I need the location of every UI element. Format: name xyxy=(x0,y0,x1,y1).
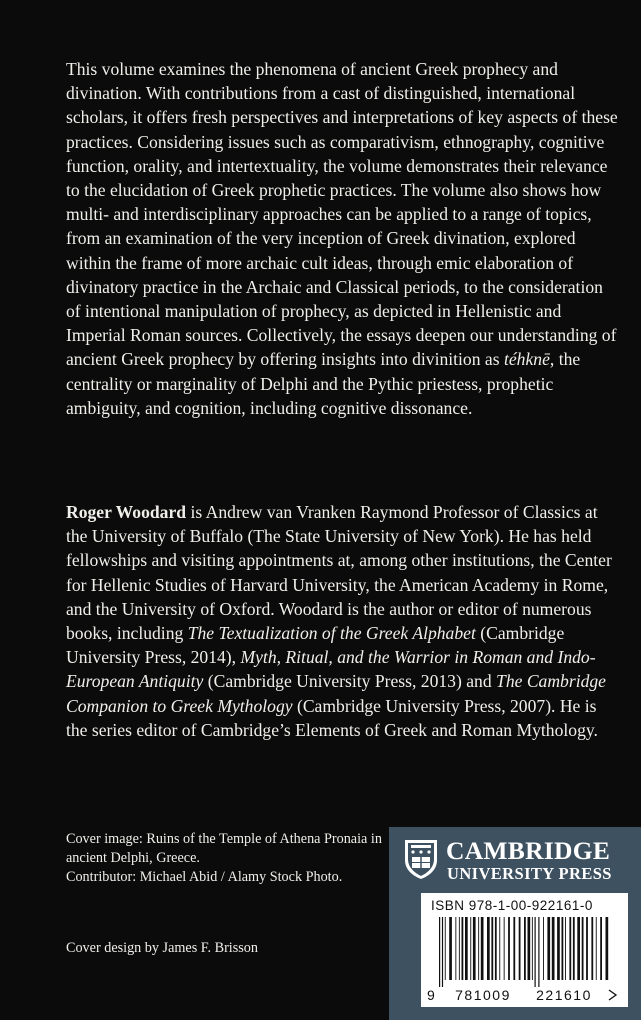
barcode-bar xyxy=(596,917,597,980)
author-bio xyxy=(66,500,618,742)
barcode-bar xyxy=(495,917,497,980)
barcode-arrow-icon xyxy=(609,990,616,1000)
barcode-bar xyxy=(491,917,493,980)
book-title-2: Myth, Ritual, and the Warrior in Roman and Indo-European Antiquity xyxy=(66,647,596,692)
publisher-subname: UNIVERSITY PRESS xyxy=(447,864,612,883)
barcode-bar xyxy=(459,917,460,980)
blurb-paragraph xyxy=(66,57,618,420)
book-title-1: The Textualization of the Greek Alphabet xyxy=(187,623,476,644)
contributor-credit: Contributor: Michael Abid / Alamy Stock Photo. xyxy=(66,869,343,885)
bio-text-2: (Cambridge University Press, 2014), xyxy=(66,623,565,668)
barcode-bar xyxy=(513,917,515,980)
bio-text-3: (Cambridge University Press, 2013) and xyxy=(203,671,497,692)
barcode-bar xyxy=(504,917,505,980)
isbn-barcode xyxy=(421,893,628,1007)
barcode-bar xyxy=(470,917,471,980)
barcode-bar xyxy=(478,917,479,980)
bio-text-4: (Cambridge University Press, 2007). He is the series editor of Cambridge’s Elements of Greek and Roman Mythology. xyxy=(66,695,598,740)
publisher-panel xyxy=(389,827,641,1020)
barcode-bar xyxy=(499,917,500,980)
barcode-bar xyxy=(543,917,544,980)
barcode-bar xyxy=(582,917,584,980)
barcode-bar xyxy=(445,917,446,980)
barcode-digits-left: 781009 xyxy=(455,987,511,1003)
barcode-bar xyxy=(569,917,571,980)
barcode-bar xyxy=(508,917,510,980)
barcode-bar xyxy=(481,917,484,980)
barcode-bar xyxy=(565,917,566,980)
barcode-bar xyxy=(552,917,555,980)
barcode-bars xyxy=(421,893,628,1007)
barcode-bar xyxy=(442,917,443,987)
barcode-bar xyxy=(547,917,550,980)
barcode-bar xyxy=(519,917,521,980)
barcode-bar xyxy=(524,917,526,980)
cover-image-credit: Cover image: Ruins of the Temple of Athena Pronaia in ancient Delphi, Greece. xyxy=(66,831,382,866)
blurb-text: This volume examines the phenomena of ancient Greek prophecy and divination. With contributions from a cast of distinguished, international scholars, it offers fresh perspectives and interpretations of key aspects of these practices. Considering issues such as comparativism, ethnography, cognitive function, orality, and intertextuality, the volume demonstrates their relevance to the elucidation of Greek prophetic practices. The volume also shows how multi- and interdisciplinary approaches can be applied to a range of topics, from an examination of the very inception of Greek divination, explored within the frame of more archaic cult ideas, through emic elaboration of divinatory practice in the Archaic and Classical periods, to the consideration of intentional manipulation of prophecy, as depicted in Hellenistic and Imperial Roman sources. Collectively, the essays deepen our understanding of ancient Greek prophecy by offering insights into divinition as xyxy=(66,59,618,370)
barcode-bar xyxy=(473,917,476,980)
barcode-bar xyxy=(577,917,580,980)
book-title-3: The Cambridge Companion to Greek Mythology xyxy=(66,671,606,716)
bio-text-1: is Andrew van Vranken Raymond Professor of Classics at the University of Buffalo (The State University of New York). He has held fellowships and visiting appointments at, among other institutions, the Center for Hellenic Studies of Harvard University, the American Academy in Rome, and the University of Oxford. Woodard is the author or editor of numerous books, including xyxy=(66,502,612,644)
barcode-bar xyxy=(487,917,490,980)
blurb-text-end: , the centrality or marginality of Delphi and the Pythic priestess, prophetic ambiguity, and cognition, including cognitive dissonance. xyxy=(66,349,581,418)
barcode-bar xyxy=(535,917,536,987)
barcode-bar xyxy=(439,917,440,987)
barcode-bar xyxy=(528,917,531,980)
barcode-bar xyxy=(606,917,609,980)
author-name: Roger Woodard xyxy=(66,502,187,522)
barcode-bar xyxy=(465,917,468,980)
barcode-bar xyxy=(562,917,564,980)
barcode-digits-right: 221610 xyxy=(536,987,592,1003)
cover-design-credit: Cover design by James F. Brisson xyxy=(66,940,258,956)
barcode-bar xyxy=(455,917,456,980)
barcode-bar xyxy=(538,917,539,987)
barcode-bar xyxy=(573,917,575,980)
barcode-bar xyxy=(600,917,602,980)
blurb-italic-term: téhknē xyxy=(503,349,550,370)
barcode-bar xyxy=(591,917,593,980)
barcode-bar xyxy=(449,917,452,980)
isbn-label: ISBN 978-1-00-922161-0 xyxy=(431,898,593,913)
barcode-digit-lead: 9 xyxy=(427,987,435,1003)
publisher-name: CAMBRIDGE xyxy=(446,836,611,865)
cover-credits xyxy=(66,830,386,887)
barcode-bar xyxy=(532,917,533,980)
barcode-bar xyxy=(462,917,464,980)
barcode-bar xyxy=(586,917,588,980)
barcode-bar xyxy=(557,917,560,980)
cambridge-crest-icon xyxy=(403,838,439,880)
